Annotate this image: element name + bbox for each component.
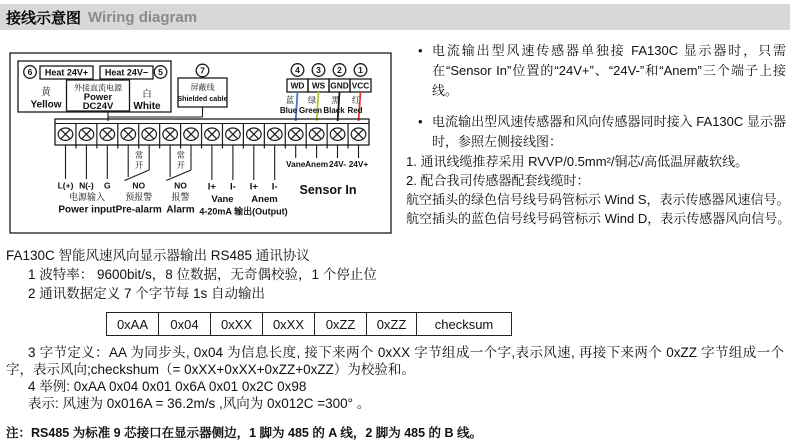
color-zh-red: 红 [351, 95, 361, 105]
note-line-1: 1. 通讯线缆推荐采用 RVVP/0.5mm²/铜芯/高低温屏蔽软线。 [406, 154, 749, 169]
color-zh-black: 黑 [331, 95, 340, 105]
wire-number-6: 6 [27, 67, 33, 77]
note-line-2: 2. 配合我司传感器配套线缆时： [406, 173, 590, 188]
term-i-plus-1: I+ [207, 181, 216, 193]
wire-number-7: 7 [200, 65, 205, 76]
color-zh-blue: 蓝 [285, 95, 295, 105]
anem-out-label: Anem [251, 194, 278, 205]
wire-number-5: 5 [158, 67, 163, 77]
sensor-in-label: Sensor In [299, 183, 357, 197]
white-en: White [133, 101, 161, 112]
wire-number-1: 1 [358, 65, 363, 75]
sensor-signal-boxes [280, 64, 371, 121]
sig-gnd: GND [330, 80, 349, 91]
heat-plus-label: Heat 24V+ [44, 67, 89, 78]
bullet-marker: • [418, 43, 423, 58]
protocol-title: FA130C 智能风速风向显示器输出 RS485 通讯协议 [6, 248, 310, 263]
protocol-item-bytedef: 3 字节定义：AA 为同步头, 0x04 为信息长度, 接下来两个 0xXX 字节组成一个字,表示风速, 再接下来两个 0xZZ 字节组成一个字，表示风向;checkshum（= 0xXX+0xXX+0xZZ+0xZZ）为校验和。 [6, 345, 784, 377]
header-bar [0, 4, 790, 30]
byte-cell-1: 0x04 [158, 312, 211, 336]
alarm-contact [166, 145, 191, 181]
color-en-red: Red [347, 106, 363, 115]
terminal-strip [55, 119, 369, 149]
sensorin-24v-plus: 24V+ [348, 159, 369, 169]
nc-zh-2: 开 [134, 160, 144, 170]
heat-minus-label: Heat 24V− [104, 67, 149, 78]
protocol-section [6, 246, 784, 442]
alarm-no: NO [174, 180, 187, 191]
power-input-en: Power input [58, 204, 116, 216]
alarm-en: Alarm [166, 204, 195, 216]
alarm-zh: 报警 [171, 192, 190, 202]
sensorin-24v-minus: 24V- [328, 159, 347, 169]
color-en-blue: Blue [279, 106, 298, 115]
white-zh: 白 [142, 89, 152, 100]
term-i-minus-1: I- [229, 181, 236, 193]
shield-zh: 屏蔽线 [190, 83, 215, 92]
vane-out-label: Vane [211, 194, 234, 205]
byte-cell-3: 0xXX [262, 312, 315, 336]
nc-zh-2b: 开 [176, 160, 185, 170]
nc-zh-1b: 常 [176, 150, 185, 160]
byte-cell-0: 0xAA [106, 312, 159, 336]
wire-number-4: 4 [295, 65, 300, 75]
sig-ws: WS [311, 80, 326, 91]
protocol-item-baudrate: 1 波特率： 9600bit/s，8 位数据，无奇偶校验，1 个停止位 [28, 267, 377, 282]
output-420ma-label: 4-20mA 输出(Output) [199, 206, 288, 217]
power-input-zh: 电源输入 [68, 192, 106, 202]
term-i-minus-2: I- [271, 181, 278, 193]
byte-cell-checksum: checksum [416, 312, 512, 336]
dc24v-label: DC24V [82, 101, 114, 112]
nc-zh-1: 常 [134, 150, 144, 160]
wire-number-2: 2 [337, 65, 342, 75]
note-line-wind-s: 航空插头的绿色信号线号码管标示 Wind S，表示传感器风速信号。 [406, 192, 790, 207]
sig-wd: WD [290, 80, 305, 91]
wiring-diagram-panel [8, 51, 395, 238]
protocol-item-example-meaning: 表示: 风速为 0x016A = 36.2m/s ,风向为 0x012C =300° 。 [28, 396, 371, 411]
prealarm-zh: 预报警 [125, 192, 153, 202]
term-n-minus: N(-) [79, 180, 94, 191]
bullet-1-text: 电流输出型风速传感器单独接 FA130C 显示器时，只需在“Sensor In”位置的“24V+”、“24V-”和“Anem”三个端子上接线。 [432, 43, 786, 98]
external-power-box [18, 61, 171, 112]
output-wires [212, 145, 275, 180]
byte-cell-2: 0xXX [210, 312, 263, 336]
protocol-item-example: 4 举例: 0xAA 0x04 0x01 0x6A 0x01 0x2C 0x98 [28, 379, 307, 394]
yellow-zh: 黄 [41, 87, 51, 98]
page-title-en: Wiring diagram [88, 8, 198, 26]
term-i-plus-2: I+ [249, 181, 258, 193]
sig-vcc: VCC [351, 80, 370, 91]
yellow-en: Yellow [30, 99, 62, 111]
wire-number-3: 3 [316, 65, 321, 75]
protocol-item-dataformat: 2 通讯数据定义 7 个字节每 1s 自动输出 [28, 286, 266, 301]
color-zh-green: 绿 [307, 95, 317, 105]
term-g: G [103, 180, 111, 191]
protocol-note: 注：RS485 为标准 9 芯接口在显示器侧边，1 脚为 485 的 A 线，2 脚为 485 的 B 线。 [6, 426, 483, 440]
prealarm-no: NO [132, 180, 146, 191]
wiring-diagram [8, 51, 395, 238]
color-en-black: Black [323, 106, 345, 115]
page-title-zh: 接线示意图 [6, 9, 82, 27]
sensorin-anem: Anem [305, 159, 329, 169]
right-notes [406, 41, 790, 228]
bullet-item-1 [406, 41, 786, 101]
prealarm-en: Pre-alarm [115, 204, 162, 216]
ext-power-zh: 外接直流电源 [74, 83, 122, 93]
color-en-green: Green [298, 106, 323, 115]
power-input-wires [66, 145, 108, 179]
sensorin-vane: Vane [286, 159, 306, 169]
bullet-item-2 [406, 112, 786, 152]
prealarm-contact [125, 145, 150, 181]
term-l-plus: L(+) [57, 180, 74, 191]
byte-cell-4: 0xZZ [314, 312, 367, 336]
bullet-2-text: 电流输出型风速传感器和风向传感器同时接入 FA130C 显示器时，参照左侧接线图： [432, 114, 786, 149]
note-line-wind-d: 航空插头的蓝色信号线号码管标示 Wind D，表示传感器风向信号。 [406, 211, 790, 226]
power-label: Power [83, 92, 113, 103]
byte-table [106, 312, 784, 336]
shield-en: Shielded cable [177, 94, 228, 103]
byte-cell-5: 0xZZ [366, 312, 417, 336]
bullet-marker: • [418, 114, 423, 129]
